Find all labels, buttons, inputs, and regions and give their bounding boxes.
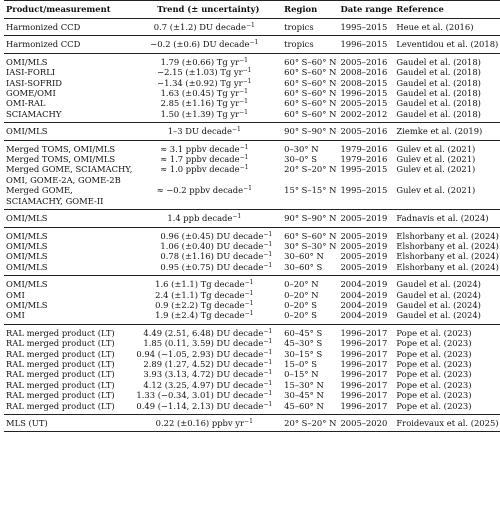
cell-region: 60° S–60° N bbox=[284, 98, 337, 109]
cell-trend bbox=[134, 185, 282, 195]
cell-trend bbox=[134, 359, 282, 369]
cell-product: RAL merged product (LT) bbox=[6, 338, 115, 349]
cell-reference: Gaudel et al. (2024) bbox=[396, 289, 481, 300]
unit-exponent: −1 bbox=[249, 39, 259, 47]
cell-region: 30–0° S bbox=[284, 154, 317, 165]
cell-region: 60° S–60° N bbox=[284, 88, 337, 99]
cell-trend bbox=[134, 276, 282, 290]
cell-reference: Gaudel et al. (2018) bbox=[396, 88, 481, 99]
cell-date-range: 2008–2016 bbox=[340, 67, 388, 78]
table-row bbox=[4, 241, 500, 251]
cell-trend bbox=[134, 154, 282, 164]
header-reference: Reference bbox=[396, 4, 444, 15]
cell-reference: Elshorbany et al. (2024) bbox=[396, 240, 499, 251]
table-row bbox=[4, 227, 500, 241]
cell-reference: Leventidou et al. (2018) bbox=[396, 39, 499, 50]
cell-date-range: 2005–2015 bbox=[340, 98, 388, 109]
cell-reference: Pope et al. (2023) bbox=[396, 390, 472, 401]
trend-value: 0.9 (±2.2) Tg decade bbox=[155, 299, 245, 310]
cell-trend bbox=[134, 164, 282, 174]
unit-exponent: −1 bbox=[232, 213, 242, 221]
unit-exponent: −1 bbox=[244, 299, 254, 307]
cell-date-range: 1996–2017 bbox=[340, 348, 388, 359]
cell-reference: Gulev et al. (2021) bbox=[396, 154, 476, 165]
cell-region: 20° S–20° N bbox=[284, 164, 337, 175]
cell-region: 15–30° N bbox=[284, 379, 324, 390]
table-row bbox=[4, 67, 500, 77]
trend-value: 1.63 (±0.45) Tg yr bbox=[160, 88, 240, 99]
cell-region: 0–20° S bbox=[284, 299, 317, 310]
cell-trend bbox=[134, 380, 282, 390]
trend-value: 1.4 ppb decade bbox=[167, 213, 233, 224]
trend-value: 4.12 (3.25, 4.97) DU decade bbox=[143, 379, 264, 390]
cell-date-range: 1996–2015 bbox=[340, 39, 388, 50]
table-row bbox=[4, 185, 500, 195]
cell-reference: Froidevaux et al. (2025) bbox=[396, 418, 499, 428]
cell-trend bbox=[134, 241, 282, 251]
table-row bbox=[4, 380, 500, 390]
trend-value: 0.7 (±1.2) DU decade bbox=[153, 22, 246, 32]
cell-trend bbox=[134, 415, 282, 432]
cell-region: 60–45° S bbox=[284, 327, 323, 338]
row-group bbox=[4, 227, 500, 276]
cell-region: tropics bbox=[284, 39, 314, 50]
row-group bbox=[4, 53, 500, 122]
cell-date-range: 2005–2016 bbox=[340, 56, 388, 67]
table-row bbox=[4, 359, 500, 369]
cell-region: 30° S–30° N bbox=[284, 240, 337, 251]
trend-value: ≈ −0.2 ppbv decade bbox=[156, 185, 244, 196]
trend-value: −2.15 (±1.03) Tg yr bbox=[157, 67, 243, 78]
unit-exponent: −1 bbox=[263, 261, 273, 269]
cell-date-range: 1996–2017 bbox=[340, 358, 388, 369]
trend-value: 0.49 (−1.14, 2.13) DU decade bbox=[136, 400, 264, 411]
trend-value: 1.6 (±1.1) Tg decade bbox=[155, 279, 245, 290]
cell-trend bbox=[134, 290, 282, 300]
cell-date-range: 2005–2019 bbox=[340, 240, 388, 251]
cell-date-range: 2005–2019 bbox=[340, 213, 388, 224]
cell-reference: Gaudel et al. (2024) bbox=[396, 299, 481, 310]
cell-product: Merged TOMS, OMI/MLS bbox=[6, 154, 116, 165]
unit-exponent: −1 bbox=[263, 348, 273, 356]
table-row bbox=[4, 164, 500, 174]
table-row bbox=[4, 78, 500, 88]
table-row bbox=[4, 390, 500, 400]
table-row bbox=[4, 109, 500, 123]
cell-product: OMI/MLS bbox=[6, 230, 48, 241]
cell-region: 0–30° N bbox=[284, 143, 319, 154]
cell-trend bbox=[134, 88, 282, 98]
cell-product: RAL merged product (LT) bbox=[6, 369, 115, 380]
trend-value: 2.89 (1.27, 4.52) DU decade bbox=[143, 358, 264, 369]
table-row bbox=[4, 140, 500, 154]
cell-product: SCIAMACHY, GOME-II bbox=[6, 195, 104, 206]
cell-product: RAL merged product (LT) bbox=[6, 327, 115, 338]
cell-date-range: 2005–2016 bbox=[340, 126, 388, 137]
cell-date-range: 1996–2017 bbox=[340, 390, 388, 401]
cell-region: 90° S–90° N bbox=[284, 126, 337, 137]
cell-date-range: 2004–2019 bbox=[340, 310, 388, 321]
cell-date-range: 1979–2016 bbox=[340, 154, 388, 165]
cell-reference: Pope et al. (2023) bbox=[396, 348, 472, 359]
trend-value: ≈ 3.1 ppbv decade bbox=[160, 143, 240, 154]
cell-date-range: 2005–2019 bbox=[340, 251, 388, 262]
cell-product: RAL merged product (LT) bbox=[6, 390, 115, 401]
table-row bbox=[4, 401, 500, 415]
trend-value: 1.50 (±1.39) Tg yr bbox=[160, 108, 240, 119]
cell-trend bbox=[134, 401, 282, 415]
cell-region: tropics bbox=[284, 22, 314, 32]
cell-trend bbox=[134, 98, 282, 108]
table-row bbox=[4, 262, 500, 276]
cell-reference: Pope et al. (2023) bbox=[396, 327, 472, 338]
table-row bbox=[4, 290, 500, 300]
cell-region: 60° S–60° N bbox=[284, 67, 337, 78]
table-row bbox=[4, 338, 500, 348]
table-row bbox=[4, 154, 500, 164]
unit-exponent: −1 bbox=[244, 418, 253, 425]
cell-date-range: 1995–2015 bbox=[340, 22, 388, 32]
table-header bbox=[4, 1, 500, 19]
trend-table bbox=[4, 0, 500, 432]
unit-exponent: −1 bbox=[244, 310, 254, 318]
cell-trend bbox=[134, 300, 282, 310]
trend-value: 1.9 (±2.4) Tg decade bbox=[155, 310, 245, 321]
header-trend: Trend (± uncertainty) bbox=[157, 4, 260, 15]
table-row bbox=[4, 349, 500, 359]
unit-exponent: −1 bbox=[263, 327, 273, 335]
cell-date-range: 1996–2015 bbox=[340, 88, 388, 99]
unit-exponent: −1 bbox=[263, 379, 273, 387]
trend-value: 1–3 DU decade bbox=[167, 126, 232, 137]
cell-date-range: 1996–2017 bbox=[340, 379, 388, 390]
unit-exponent: −1 bbox=[231, 126, 241, 134]
cell-trend bbox=[134, 369, 282, 379]
cell-region: 15–0° S bbox=[284, 358, 317, 369]
unit-exponent: −1 bbox=[242, 67, 252, 75]
trend-value: 1.06 (±0.40) DU decade bbox=[160, 240, 264, 251]
cell-region: 0–20° S bbox=[284, 310, 317, 321]
cell-reference: Gaudel et al. (2018) bbox=[396, 56, 481, 67]
cell-trend bbox=[134, 67, 282, 77]
cell-region: 0–15° N bbox=[284, 369, 319, 380]
cell-date-range: 2004–2019 bbox=[340, 299, 388, 310]
cell-reference: Pope et al. (2023) bbox=[396, 369, 472, 380]
cell-reference: Ziemke et al. (2019) bbox=[396, 126, 483, 137]
cell-reference: Gaudel et al. (2024) bbox=[396, 279, 481, 290]
table-row bbox=[4, 53, 500, 67]
cell-region: 60° S–60° N bbox=[284, 77, 337, 88]
trend-value: 3.93 (3.13, 4.72) DU decade bbox=[143, 369, 264, 380]
cell-date-range: 1995–2015 bbox=[340, 185, 388, 196]
cell-date-range: 1995–2015 bbox=[340, 164, 388, 175]
cell-trend bbox=[134, 53, 282, 67]
cell-region: 0–20° N bbox=[284, 279, 319, 290]
cell-date-range bbox=[338, 196, 394, 210]
unit-exponent: −1 bbox=[239, 88, 248, 96]
row-group bbox=[4, 210, 500, 227]
header-region: Region bbox=[284, 4, 318, 15]
cell-reference: Fadnavis et al. (2024) bbox=[396, 213, 489, 224]
cell-trend bbox=[134, 338, 282, 348]
cell-date-range: 2002–2012 bbox=[340, 108, 388, 119]
table-row bbox=[4, 210, 500, 227]
trend-value: −0.2 (±0.6) DU decade bbox=[150, 39, 250, 50]
cell-date-range: 2005–2020 bbox=[340, 418, 388, 428]
cell-date-range: 2005–2019 bbox=[340, 261, 388, 272]
cell-region: 30–45° N bbox=[284, 390, 324, 401]
cell-trend bbox=[134, 310, 282, 324]
cell-reference: Gulev et al. (2021) bbox=[396, 164, 476, 175]
table-row bbox=[4, 123, 500, 140]
cell-region: 15° S–15° N bbox=[284, 185, 337, 196]
cell-date-range: 1979–2016 bbox=[340, 143, 388, 154]
cell-date-range: 1996–2017 bbox=[340, 338, 388, 349]
table-row bbox=[4, 36, 500, 53]
cell-product: SCIAMACHY bbox=[6, 108, 62, 119]
row-group bbox=[4, 324, 500, 414]
row-group bbox=[4, 415, 500, 432]
cell-product: GOME/OMI bbox=[6, 88, 56, 99]
table-row bbox=[4, 19, 500, 36]
cell-product: IASI-FORLI bbox=[6, 67, 56, 78]
unit-exponent: −1 bbox=[243, 185, 252, 193]
trend-value: ≈ 1.0 ppbv decade bbox=[160, 164, 240, 175]
unit-exponent: −1 bbox=[239, 56, 248, 64]
cell-trend bbox=[134, 123, 282, 140]
table-row bbox=[4, 276, 500, 290]
cell-reference: Gaudel et al. (2024) bbox=[396, 310, 481, 321]
cell-trend bbox=[134, 140, 282, 154]
cell-reference bbox=[394, 175, 500, 185]
cell-product: MLS (UT) bbox=[6, 418, 48, 428]
table-row bbox=[4, 300, 500, 310]
row-group bbox=[4, 36, 500, 53]
cell-product: IASI-SOFRID bbox=[6, 77, 62, 88]
unit-exponent: −1 bbox=[239, 108, 248, 116]
table-row bbox=[4, 310, 500, 324]
cell-trend bbox=[134, 175, 282, 185]
cell-reference: Gaudel et al. (2018) bbox=[396, 98, 481, 109]
cell-region: 60° S–60° N bbox=[284, 108, 337, 119]
row-group bbox=[4, 123, 500, 140]
unit-exponent: −1 bbox=[263, 369, 273, 377]
unit-exponent: −1 bbox=[263, 400, 273, 408]
unit-exponent: −1 bbox=[244, 289, 254, 297]
cell-region: 60° S–60° N bbox=[284, 56, 337, 67]
unit-exponent: −1 bbox=[263, 390, 273, 398]
trend-value: −1.34 (±0.92) Tg yr bbox=[157, 77, 243, 88]
trend-value: 0.94 (−1.05, 2.93) DU decade bbox=[136, 348, 264, 359]
trend-value: 1.85 (0.11, 3.59) DU decade bbox=[143, 338, 264, 349]
cell-reference: Gulev et al. (2021) bbox=[396, 143, 476, 154]
cell-region: 20° S–20° N bbox=[284, 418, 337, 428]
cell-date-range: 2004–2019 bbox=[340, 279, 388, 290]
cell-trend bbox=[134, 36, 282, 53]
unit-exponent: −1 bbox=[263, 338, 273, 346]
trend-value: 0.78 (±1.16) DU decade bbox=[160, 251, 264, 262]
cell-reference: Heue et al. (2016) bbox=[396, 22, 474, 32]
unit-exponent: −1 bbox=[244, 279, 254, 287]
unit-exponent: −1 bbox=[246, 22, 255, 29]
cell-product: RAL merged product (LT) bbox=[6, 379, 115, 390]
table-row bbox=[4, 88, 500, 98]
table-row bbox=[4, 251, 500, 261]
cell-reference: Pope et al. (2023) bbox=[396, 400, 472, 411]
cell-product: OMI/MLS bbox=[6, 279, 48, 290]
cell-product: OMI/MLS bbox=[6, 240, 48, 251]
trend-value: 0.95 (±0.75) DU decade bbox=[160, 261, 264, 272]
header-row bbox=[4, 1, 500, 19]
cell-reference: Gaudel et al. (2018) bbox=[396, 77, 481, 88]
table-row bbox=[4, 415, 500, 432]
trend-value: 2.4 (±1.1) Tg decade bbox=[155, 289, 245, 300]
trend-value: 1.79 (±0.66) Tg yr bbox=[160, 56, 240, 67]
cell-trend bbox=[134, 196, 282, 210]
cell-trend bbox=[134, 109, 282, 123]
cell-reference: Gaudel et al. (2018) bbox=[396, 108, 481, 119]
unit-exponent: −1 bbox=[242, 77, 252, 85]
cell-product: Merged TOMS, OMI/MLS bbox=[6, 143, 116, 154]
cell-product: OMI/MLS bbox=[6, 213, 48, 224]
cell-product: OMI/MLS bbox=[6, 251, 48, 262]
cell-reference: Elshorbany et al. (2024) bbox=[396, 261, 499, 272]
cell-product: OMI/MLS bbox=[6, 126, 48, 137]
unit-exponent: −1 bbox=[263, 358, 273, 366]
cell-region: 0–20° N bbox=[284, 289, 319, 300]
cell-date-range: 1996–2017 bbox=[340, 400, 388, 411]
unit-exponent: −1 bbox=[263, 251, 273, 259]
cell-product: Harmonized CCD bbox=[6, 39, 81, 50]
cell-trend bbox=[134, 262, 282, 276]
cell-region: 30–60° S bbox=[284, 261, 323, 272]
cell-date-range bbox=[338, 175, 394, 185]
cell-product: OMI bbox=[6, 310, 25, 321]
cell-product: RAL merged product (LT) bbox=[6, 348, 115, 359]
cell-reference: Elshorbany et al. (2024) bbox=[396, 230, 499, 241]
trend-value: 1.33 (−0.34, 3.01) DU decade bbox=[136, 390, 264, 401]
table-row bbox=[4, 98, 500, 108]
cell-product: OMI, GOME-2A, GOME-2B bbox=[6, 174, 121, 185]
cell-date-range: 1996–2017 bbox=[340, 369, 388, 380]
cell-reference: Gulev et al. (2021) bbox=[396, 185, 476, 196]
cell-reference: Pope et al. (2023) bbox=[396, 358, 472, 369]
trend-value: 4.49 (2.51, 6.48) DU decade bbox=[143, 327, 264, 338]
table-row bbox=[4, 196, 500, 210]
cell-product: OMI/MLS bbox=[6, 261, 48, 272]
cell-region: 30–15° S bbox=[284, 348, 323, 359]
trend-value: 0.22 (±0.16) ppbv yr bbox=[155, 418, 245, 428]
unit-exponent: −1 bbox=[239, 154, 249, 162]
cell-trend bbox=[134, 324, 282, 338]
cell-product: RAL merged product (LT) bbox=[6, 400, 115, 411]
cell-product: Merged GOME, bbox=[6, 185, 73, 196]
cell-trend bbox=[134, 390, 282, 400]
cell-region: 90° S–90° N bbox=[284, 213, 337, 224]
row-group bbox=[4, 140, 500, 209]
cell-product: RAL merged product (LT) bbox=[6, 358, 115, 369]
cell-trend bbox=[134, 227, 282, 241]
cell-reference bbox=[394, 196, 500, 210]
cell-product: Merged GOME, SCIAMACHY, bbox=[6, 164, 133, 175]
cell-trend bbox=[134, 210, 282, 227]
unit-exponent: −1 bbox=[263, 230, 273, 238]
cell-region bbox=[282, 196, 338, 210]
cell-reference: Pope et al. (2023) bbox=[396, 338, 472, 349]
cell-trend bbox=[134, 19, 282, 36]
unit-exponent: −1 bbox=[239, 164, 249, 172]
trend-value: ≈ 1.7 ppbv decade bbox=[160, 154, 240, 165]
cell-region: 30–60° N bbox=[284, 251, 324, 262]
cell-product: Harmonized CCD bbox=[6, 22, 81, 32]
cell-product: OMI/MLS bbox=[6, 56, 48, 67]
cell-product: OMI/MLS bbox=[6, 299, 48, 310]
cell-reference: Pope et al. (2023) bbox=[396, 379, 472, 390]
unit-exponent: −1 bbox=[239, 98, 248, 106]
cell-reference: Gaudel et al. (2018) bbox=[396, 67, 481, 78]
cell-reference: Elshorbany et al. (2024) bbox=[396, 251, 499, 262]
cell-region: 45–60° N bbox=[284, 400, 324, 411]
header-date-range: Date range bbox=[340, 4, 393, 15]
cell-region bbox=[282, 175, 338, 185]
row-group bbox=[4, 276, 500, 325]
unit-exponent: −1 bbox=[263, 240, 273, 248]
row-group bbox=[4, 19, 500, 36]
cell-date-range: 2005–2019 bbox=[340, 230, 388, 241]
table-row bbox=[4, 324, 500, 338]
cell-region: 45–30° S bbox=[284, 338, 323, 349]
cell-product: OMI-RAL bbox=[6, 98, 46, 109]
trend-value: 2.85 (±1.16) Tg yr bbox=[160, 98, 240, 109]
cell-trend bbox=[134, 349, 282, 359]
cell-trend bbox=[134, 251, 282, 261]
cell-product: OMI bbox=[6, 289, 25, 300]
header-product: Product/measurement bbox=[6, 4, 111, 15]
trend-value: 0.96 (±0.45) DU decade bbox=[160, 230, 264, 241]
cell-trend bbox=[134, 78, 282, 88]
cell-date-range: 2008–2015 bbox=[340, 77, 388, 88]
table-row bbox=[4, 175, 500, 185]
unit-exponent: −1 bbox=[239, 143, 249, 151]
table-row bbox=[4, 369, 500, 379]
cell-date-range: 1996–2017 bbox=[340, 327, 388, 338]
cell-date-range: 2004–2019 bbox=[340, 289, 388, 300]
cell-region: 60° S–60° N bbox=[284, 230, 337, 241]
